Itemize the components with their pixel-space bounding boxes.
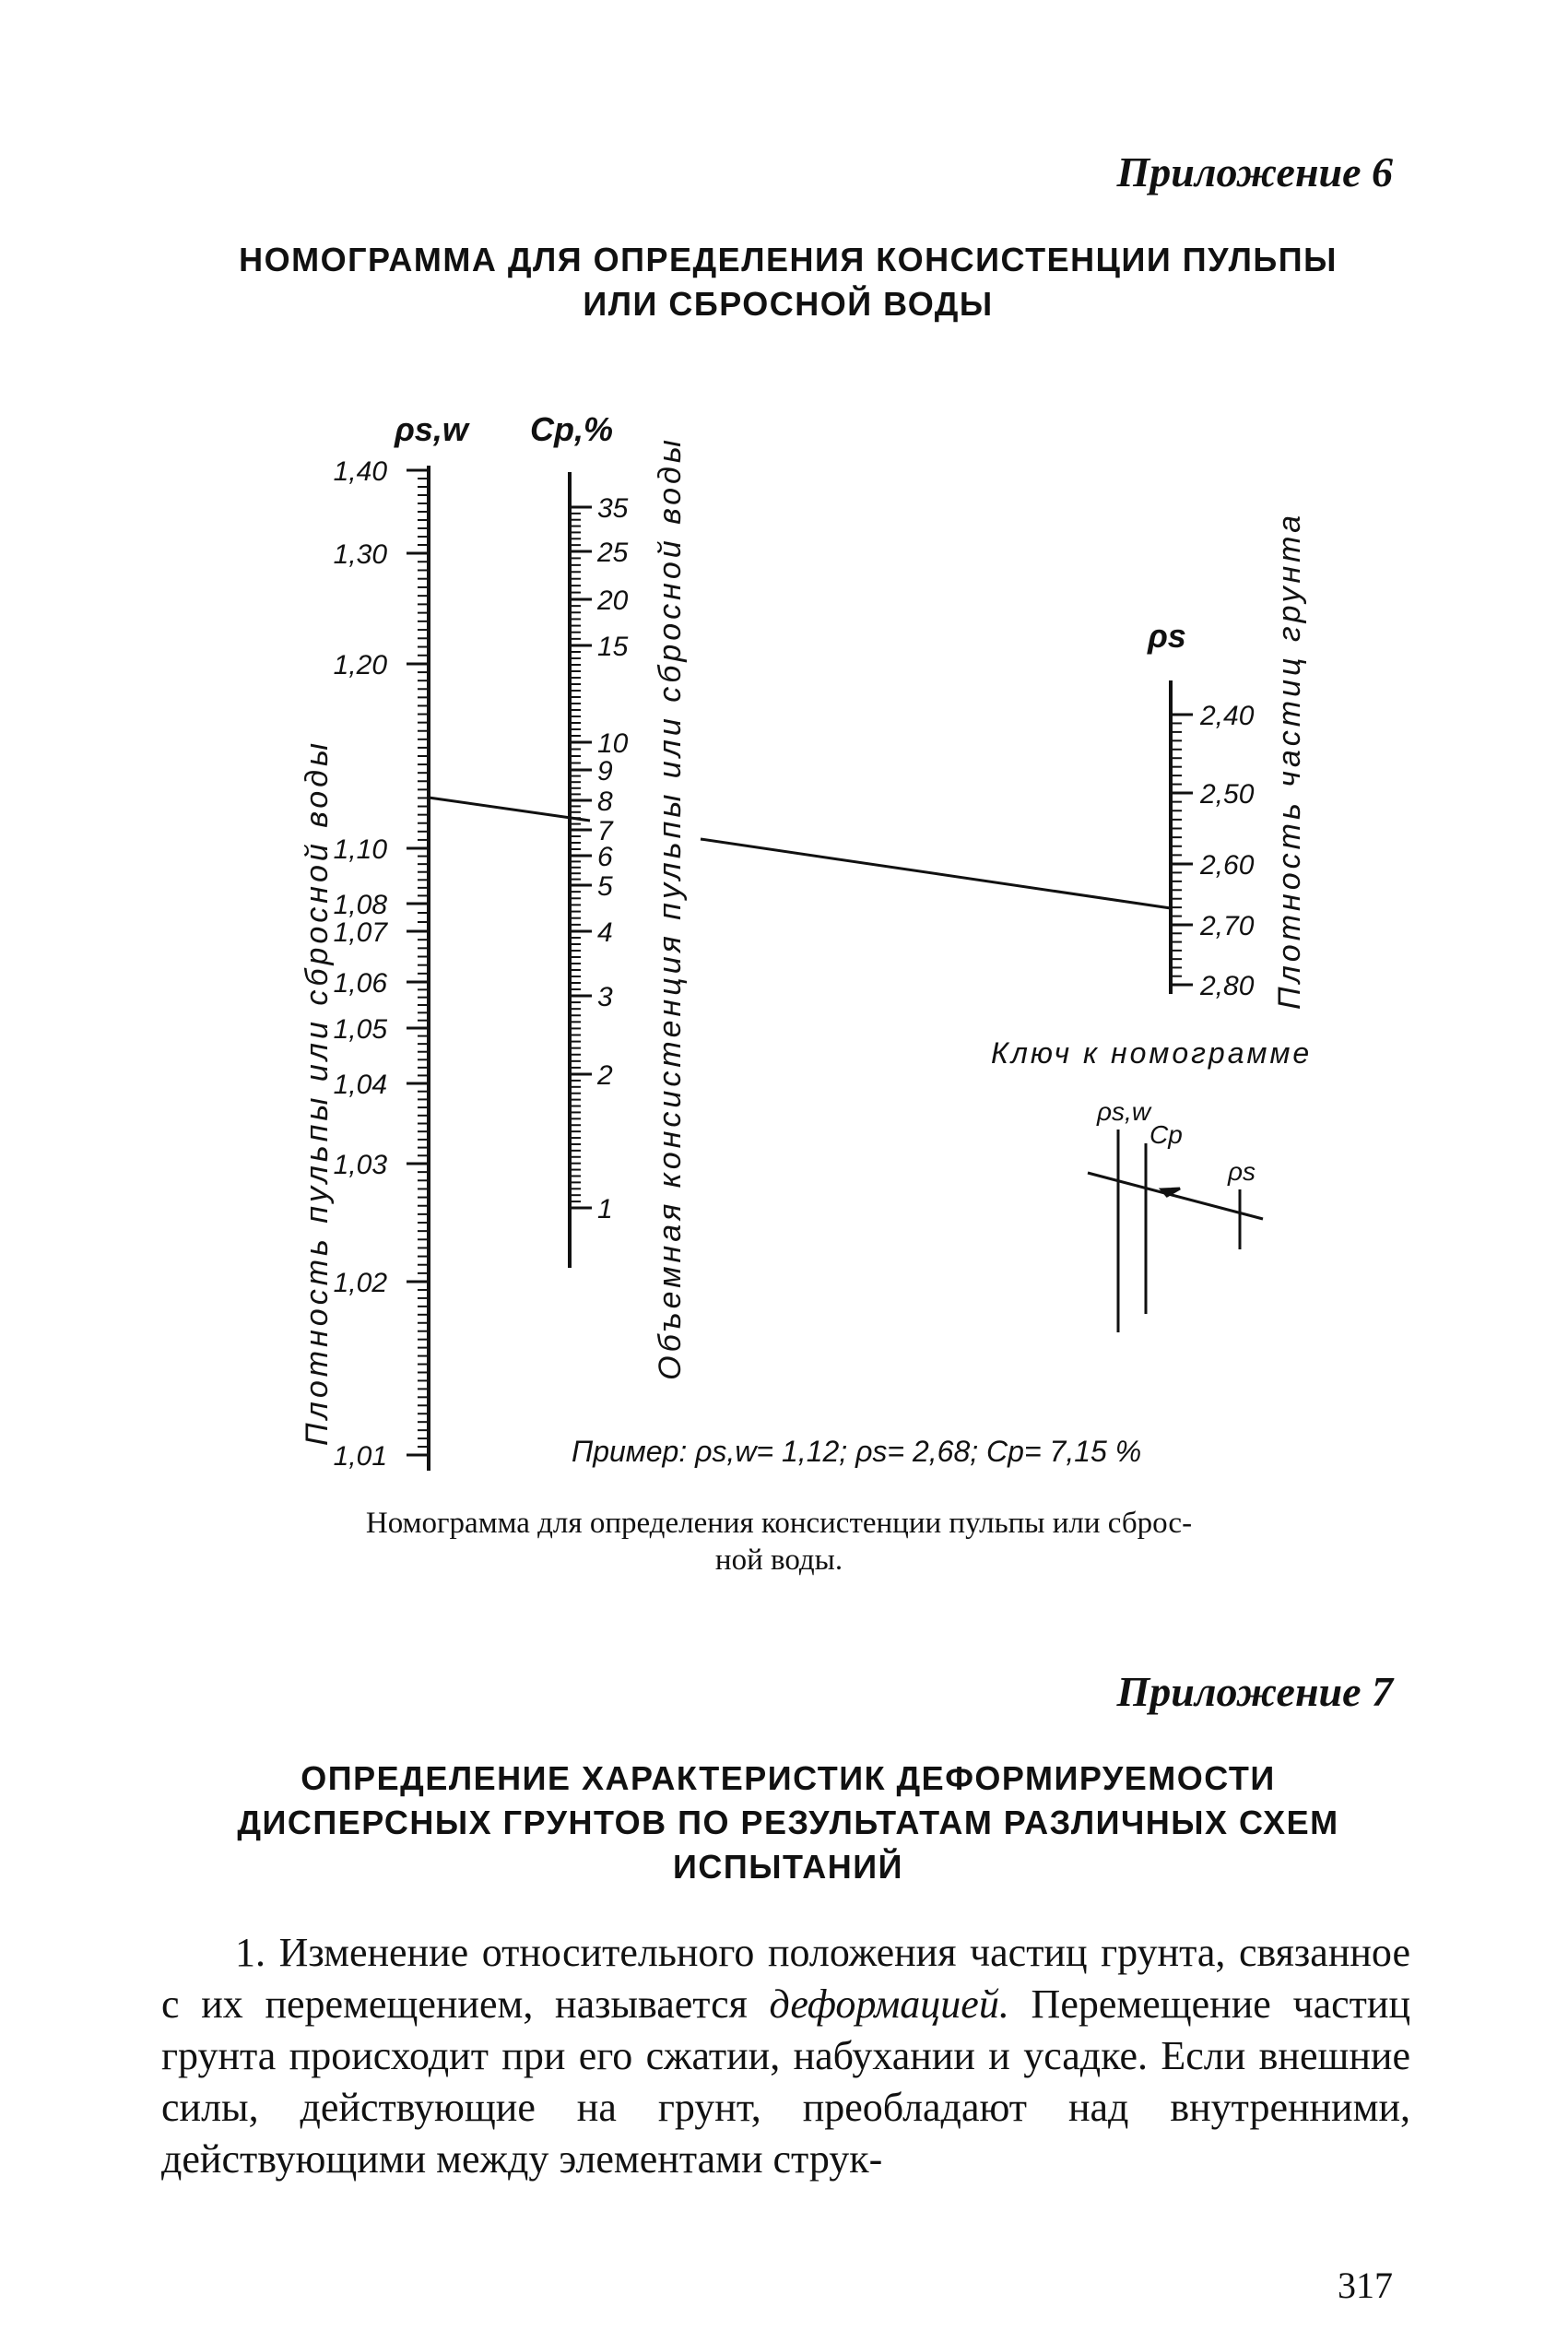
body-paragraph (161, 1927, 1410, 2185)
nomogram-example-line-left (429, 798, 590, 821)
middle-scale-tick-label: 9 (597, 756, 613, 787)
left-scale-symbol: ρs,w (395, 410, 468, 448)
key-label-left: ρs,w (1097, 1097, 1151, 1126)
left-scale-tick-label: 1,20 (333, 650, 387, 680)
right-scale-tick-label: 2,60 (1200, 850, 1255, 881)
appendix-6-title-line-2: ИЛИ СБРОСНОЙ ВОДЫ (583, 285, 994, 323)
middle-scale-tick-label: 5 (597, 871, 613, 902)
right-scale-tick-label: 2,80 (1200, 971, 1255, 1001)
paragraph-1 (161, 1927, 1410, 2185)
left-scale-tick-label: 1,04 (333, 1070, 387, 1100)
appendix-6-label: Приложение 6 (1116, 148, 1393, 195)
right-scale-tick-label: 2,70 (1200, 911, 1255, 941)
key-label-mid: Cp (1149, 1120, 1183, 1149)
left-scale-tick-label: 1,30 (333, 539, 387, 570)
middle-scale-axis-title: Объемная консистенция пульпы или сбросной воды (653, 436, 688, 1380)
right-scale-tick-label: 2,40 (1200, 701, 1255, 731)
nomogram-example-line-right (701, 839, 1171, 908)
figure-caption (249, 1505, 1309, 1579)
appendix-7-title (175, 1756, 1401, 1889)
appendix-7-title-line-3: ИСПЫТАНИЙ (673, 1848, 903, 1886)
left-scale-tick-label: 1,01 (333, 1441, 387, 1472)
left-scale-tick-label: 1,40 (333, 456, 387, 487)
appendix-7-title-line-2: ДИСПЕРСНЫХ ГРУНТОВ ПО РЕЗУЛЬТАТАМ РАЗЛИЧНЫХ СХЕМ (237, 1804, 1339, 1841)
left-scale-tick-label: 1,06 (333, 968, 387, 999)
middle-scale-tick-label: 2 (597, 1060, 613, 1091)
middle-scale-tick-label: 8 (597, 787, 613, 817)
figure-caption-line-2: ной воды. (714, 1544, 843, 1577)
paragraph-1-text-a: 1. Изменение относительного положения частиц грунта, связанное с их перемещением, называется (161, 1930, 1410, 2027)
left-scale-tick-label: 1,03 (333, 1150, 387, 1180)
middle-scale-tick-label: 4 (597, 917, 613, 948)
left-scale-axis-title: Плотность пульпы или сбросной воды (300, 739, 335, 1446)
figure-caption-line-1: Номограмма для определения консистенции пульпы или сброс- (365, 1507, 1193, 1540)
right-scale-tick-label: 2,50 (1200, 779, 1255, 810)
middle-scale-tick-label: 35 (597, 493, 629, 524)
middle-scale-tick-label: 25 (597, 538, 629, 568)
middle-scale-symbol: Cp,% (530, 410, 613, 448)
right-scale-axis-title: Плотность частиц грунта (1272, 511, 1307, 1011)
middle-scale-tick-label: 15 (597, 632, 629, 662)
left-scale-tick-label: 1,08 (333, 890, 387, 920)
middle-scale-tick-label: 10 (597, 728, 629, 759)
middle-scale-tick-label: 1 (597, 1194, 613, 1224)
key-label-right: ρs (1228, 1157, 1256, 1186)
term-deformation: деформацией. (769, 1981, 1009, 2027)
middle-scale-tick-label: 6 (597, 842, 613, 872)
left-scale-tick-label: 1,10 (333, 834, 387, 865)
left-scale-tick-label: 1,05 (333, 1014, 387, 1045)
appendix-7-title-line-1: ОПРЕДЕЛЕНИЕ ХАРАКТЕРИСТИК ДЕФОРМИРУЕМОСТИ (301, 1759, 1276, 1797)
middle-scale-tick-label: 20 (597, 586, 629, 616)
key-title: Ключ к номограмме (991, 1036, 1313, 1070)
left-scale-tick-label: 1,02 (333, 1268, 387, 1298)
middle-scale-tick-label: 7 (597, 816, 613, 846)
key-arrow-icon (1161, 1189, 1180, 1196)
appendix-6-title-line-1: НОМОГРАММА ДЛЯ ОПРЕДЕЛЕНИЯ КОНСИСТЕНЦИИ ПУЛЬПЫ (239, 241, 1338, 278)
right-scale-symbol: ρs (1148, 617, 1186, 655)
example-text: Пример: ρs,w= 1,12; ρs= 2,68; Cp= 7,15 % (572, 1435, 1142, 1468)
paragraph-1-text-b: Перемещение частиц грунта происходит при его сжатии, набухании и усадке. Если внешние силы, действующие на грунт, преобладают над внутренними, действующими между элементами струк- (161, 1981, 1410, 2182)
middle-scale-tick-label: 3 (597, 982, 613, 1012)
page-number: 317 (1338, 2265, 1393, 2306)
left-scale-tick-label: 1,07 (333, 917, 387, 948)
appendix-7-label: Приложение 7 (1116, 1668, 1393, 1715)
